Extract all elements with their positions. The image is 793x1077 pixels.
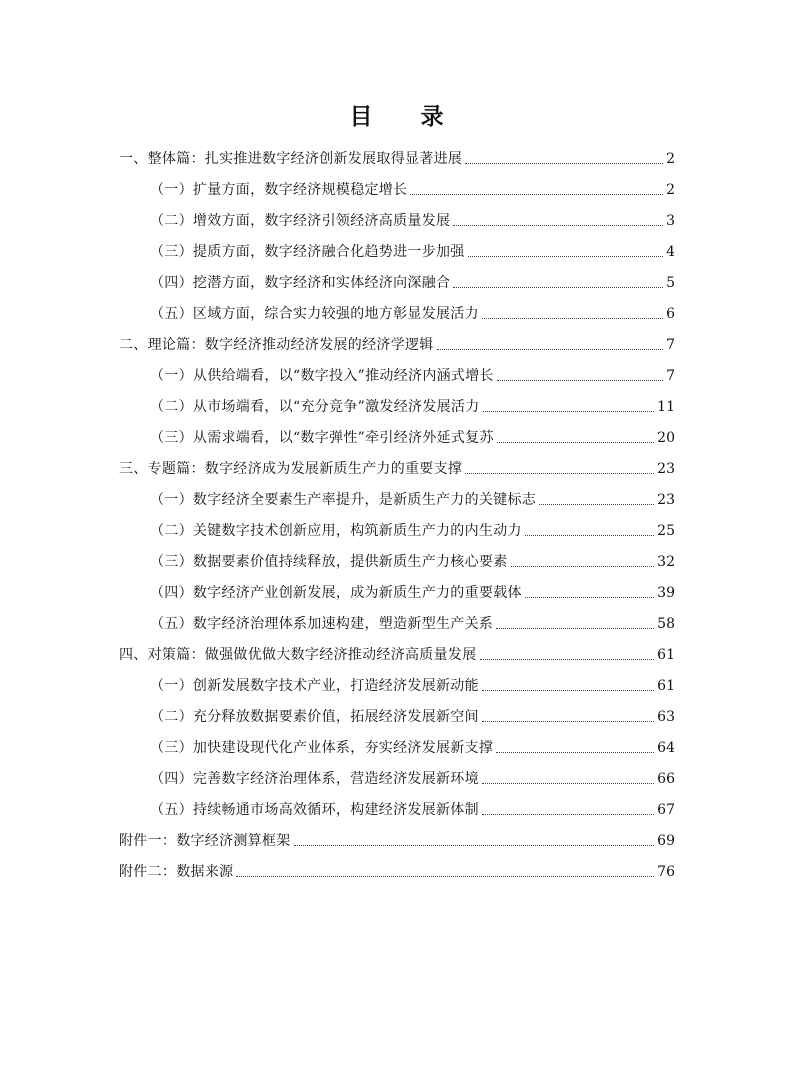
toc-entry[interactable] — [119, 634, 675, 665]
toc-entry-label: （四）挖潜方面，数字经济和实体经济向深融合 — [150, 275, 451, 291]
toc-title: 目 录 — [349, 104, 464, 130]
dot-leader — [525, 534, 654, 536]
toc-entry[interactable] — [150, 355, 675, 386]
toc-entry[interactable] — [150, 262, 675, 293]
toc-entry-page: 76 — [657, 864, 675, 880]
toc-entry-page: 2 — [666, 151, 675, 167]
toc-entry[interactable] — [150, 386, 675, 417]
toc-entry[interactable] — [150, 293, 675, 324]
dot-leader — [437, 348, 663, 350]
dot-leader — [236, 875, 654, 877]
toc-entry-page: 64 — [657, 740, 675, 756]
toc-entry[interactable] — [150, 696, 675, 727]
dot-leader — [482, 317, 663, 319]
toc-entry[interactable] — [119, 138, 675, 169]
dot-leader — [465, 472, 654, 474]
toc-entry-page: 20 — [657, 430, 675, 446]
toc-entry-label: 三、专题篇：数字经济成为发展新质生产力的重要支撑 — [119, 461, 463, 477]
toc-entry-label: 一、整体篇：扎实推进数字经济创新发展取得显著进展 — [119, 151, 463, 167]
dot-leader — [497, 441, 654, 443]
dot-leader — [453, 286, 663, 288]
toc-entry-page: 5 — [666, 275, 675, 291]
toc-entry-label: （四）完善数字经济治理体系，营造经济发展新环境 — [150, 771, 479, 787]
toc-entry-page: 69 — [657, 833, 675, 849]
toc-entry[interactable] — [150, 541, 675, 572]
dot-leader — [483, 410, 655, 412]
dot-leader — [525, 596, 654, 598]
toc-entry[interactable] — [150, 231, 675, 262]
toc-entry-page: 11 — [657, 399, 675, 415]
dot-leader — [453, 224, 663, 226]
toc-entry-page: 61 — [657, 647, 675, 663]
toc-entry-label: （三）加快建设现代化产业体系，夯实经济发展新支撑 — [150, 740, 494, 756]
toc-entry-label: 附件一：数字经济测算框架 — [119, 833, 291, 849]
toc-entry[interactable] — [150, 510, 675, 541]
dot-leader — [294, 844, 655, 846]
toc-entry-page: 2 — [666, 182, 675, 198]
toc-entry-label: （五）持续畅通市场高效循环，构建经济发展新体制 — [150, 802, 479, 818]
toc-entry-page: 66 — [657, 771, 675, 787]
toc-entry-page: 23 — [657, 461, 675, 477]
toc-entry[interactable] — [150, 200, 675, 231]
dot-leader — [496, 751, 654, 753]
toc-entry[interactable] — [119, 820, 675, 851]
dot-leader — [465, 162, 663, 164]
dot-leader — [482, 813, 654, 815]
dot-leader — [496, 627, 654, 629]
toc-entry[interactable] — [150, 572, 675, 603]
toc-entry-label: 二、理论篇：数字经济推动经济发展的经济学逻辑 — [119, 337, 434, 353]
dot-leader — [482, 782, 654, 784]
toc-entry-label: （一）创新发展数字技术产业，打造经济发展新动能 — [150, 678, 479, 694]
toc-entry[interactable] — [150, 758, 675, 789]
toc-entry-label: （一）扩量方面，数字经济规模稳定增长 — [150, 182, 408, 198]
toc-entry-label: （五）区域方面，综合实力较强的地方彰显发展活力 — [150, 306, 479, 322]
toc-entry-page: 7 — [666, 368, 675, 384]
toc-entry[interactable] — [119, 448, 675, 479]
toc-entry-page: 7 — [666, 337, 675, 353]
toc-entry[interactable] — [119, 851, 675, 882]
toc-entry-page: 61 — [657, 678, 675, 694]
toc-entry-page: 58 — [657, 616, 675, 632]
toc-entry-label: 附件二：数据来源 — [119, 864, 234, 880]
toc-entry-label: （二）从市场端看，以“充分竞争”激发经济发展活力 — [150, 399, 480, 415]
dot-leader — [482, 720, 654, 722]
toc-entry-page: 25 — [657, 523, 675, 539]
toc-entry-label: （三）从需求端看，以“数字弹性”牵引经济外延式复苏 — [150, 430, 494, 446]
toc-entry-label: （四）数字经济产业创新发展，成为新质生产力的重要载体 — [150, 585, 522, 601]
toc-entry-label: （三）提质方面，数字经济融合化趋势进一步加强 — [150, 244, 465, 260]
toc-entry-page: 67 — [657, 802, 675, 818]
toc-entry[interactable] — [150, 417, 675, 448]
toc-entry-label: （五）数字经济治理体系加速构建，塑造新型生产关系 — [150, 616, 494, 632]
toc-entry-label: 四、对策篇：做强做优做大数字经济推动经济高质量发展 — [119, 647, 477, 663]
dot-leader — [480, 658, 655, 660]
toc-entry[interactable] — [150, 603, 675, 634]
dot-leader — [410, 193, 663, 195]
dot-leader — [482, 689, 654, 691]
dot-leader — [539, 503, 654, 505]
toc-entry-page: 4 — [666, 244, 675, 260]
toc-entry-label: （二）充分释放数据要素价值，拓展经济发展新空间 — [150, 709, 479, 725]
toc-entry-label: （一）从供给端看，以“数字投入”推动经济内涵式增长 — [150, 368, 494, 384]
dot-leader — [468, 255, 663, 257]
toc-entry[interactable] — [150, 479, 675, 510]
toc-entry[interactable] — [150, 727, 675, 758]
toc-entry-page: 23 — [657, 492, 675, 508]
toc-entry-label: （二）增效方面，数字经济引领经济高质量发展 — [150, 213, 451, 229]
toc-entry-page: 3 — [666, 213, 675, 229]
toc-entry[interactable] — [150, 169, 675, 200]
toc-entry-label: （二）关键数字技术创新应用，构筑新质生产力的内生动力 — [150, 523, 522, 539]
toc-entry-page: 32 — [657, 554, 675, 570]
toc-entry[interactable] — [150, 789, 675, 820]
toc-entry[interactable] — [150, 665, 675, 696]
toc-entry-page: 39 — [657, 585, 675, 601]
toc-entry-label: （三）数据要素价值持续释放，提供新质生产力核心要素 — [150, 554, 508, 570]
toc-entry-label: （一）数字经济全要素生产率提升，是新质生产力的关键标志 — [150, 492, 537, 508]
dot-leader — [511, 565, 655, 567]
toc-entry[interactable] — [119, 324, 675, 355]
toc-entry-page: 6 — [666, 306, 675, 322]
dot-leader — [497, 379, 663, 381]
toc-entry-page: 63 — [657, 709, 675, 725]
